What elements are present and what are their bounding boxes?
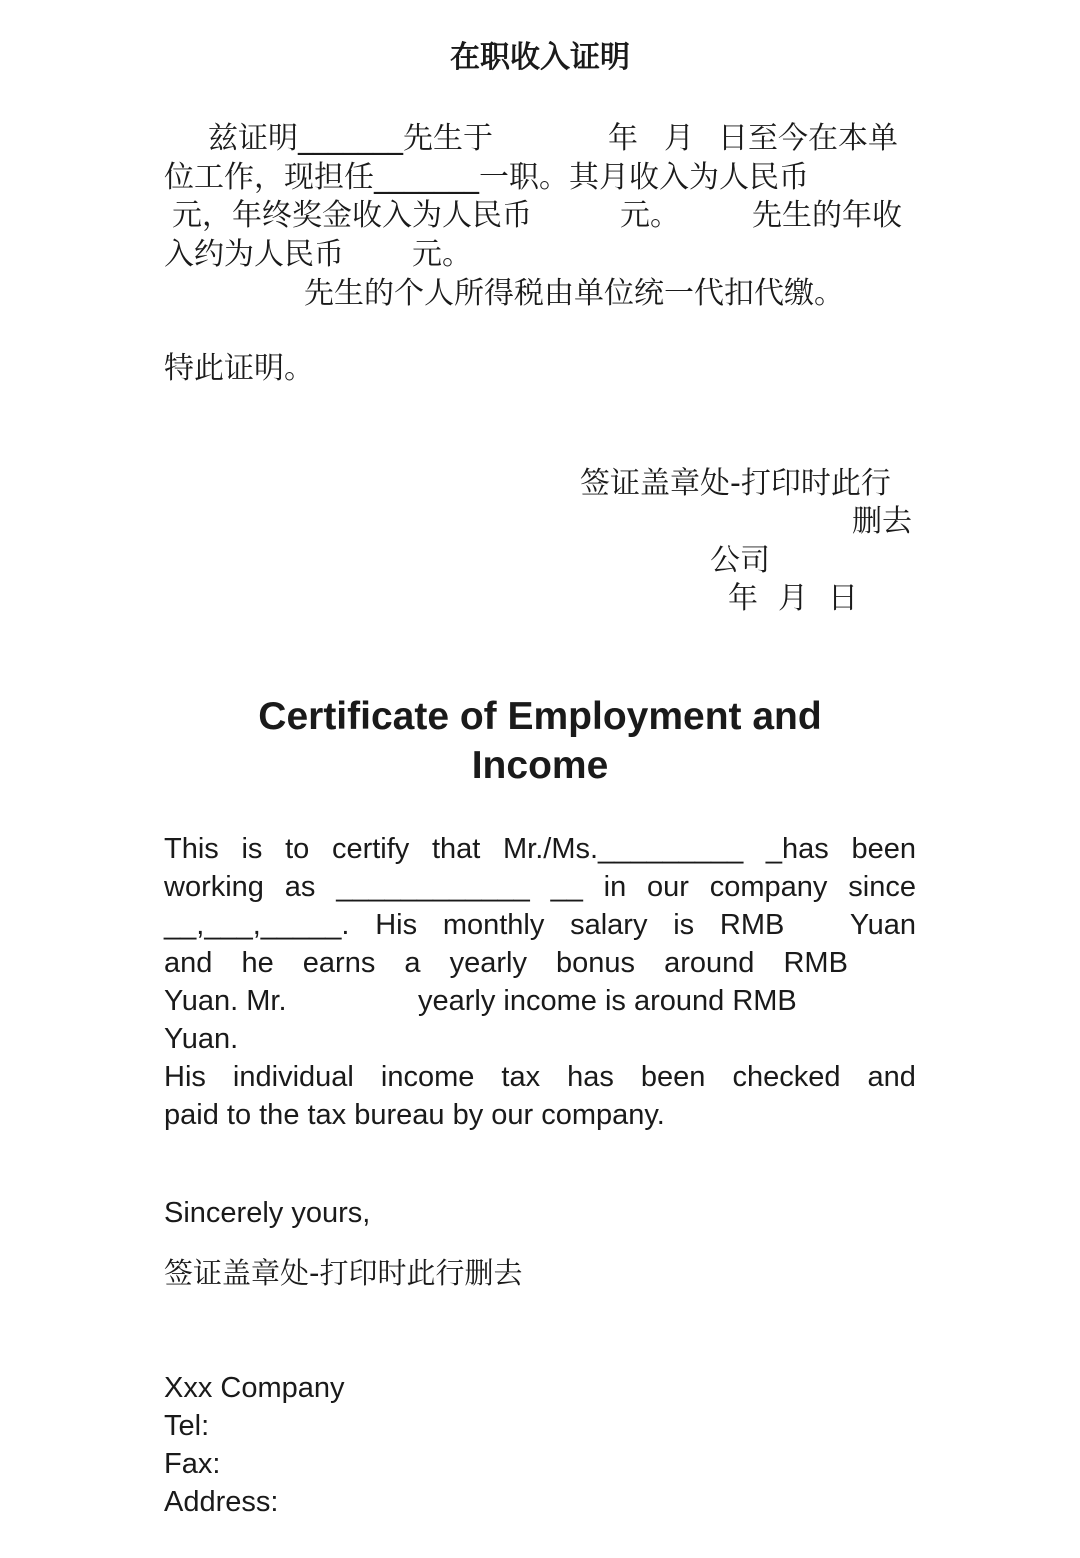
cn-body-text: 先生的年收 xyxy=(752,198,902,233)
en-title-line: Certificate of Employment and xyxy=(258,695,822,738)
en-title xyxy=(0,692,1080,790)
word: as xyxy=(284,871,316,903)
word: earns xyxy=(302,947,376,979)
cn-body-text: 入约为人民币 xyxy=(164,237,344,272)
en-body-line xyxy=(164,906,916,944)
word: RMB xyxy=(719,909,785,941)
en-body-text: yearly income is around RMB xyxy=(418,985,797,1017)
en-body-line xyxy=(164,944,848,982)
word: salary xyxy=(570,909,648,941)
en-sign-off: Sincerely yours, xyxy=(164,1197,371,1229)
word: is xyxy=(673,909,695,941)
word: __,___,_____. xyxy=(164,909,350,941)
word: a xyxy=(404,947,421,979)
word: individual xyxy=(232,1061,354,1093)
word: His xyxy=(164,1061,206,1093)
word: tax xyxy=(501,1061,541,1093)
en-company: Xxx Company xyxy=(164,1372,345,1404)
cn-body-text: 兹证明_______先生于 xyxy=(208,121,493,156)
word: in xyxy=(603,871,627,903)
word: certify xyxy=(331,833,410,865)
cn-body-text: 元。 xyxy=(412,237,472,272)
word: Mr./Ms._________ xyxy=(503,833,744,865)
word: _has xyxy=(765,833,829,865)
en-body-text: Yuan. xyxy=(164,1023,239,1055)
word: income xyxy=(380,1061,475,1093)
cn-date-day: 日 xyxy=(828,581,858,616)
word: checked xyxy=(732,1061,841,1093)
en-title-line: Income xyxy=(471,744,609,787)
en-body-line xyxy=(164,830,916,868)
cn-body-text: 日至今在本单 xyxy=(718,121,898,156)
word: Yuan xyxy=(810,909,916,941)
cn-body-text: 元。 xyxy=(620,198,680,233)
cn-company: 公司 xyxy=(710,543,770,578)
word: His xyxy=(375,909,418,941)
en-body-text: paid to the tax bureau by our company. xyxy=(164,1099,665,1131)
en-address: Address: xyxy=(164,1486,279,1518)
word: is xyxy=(241,833,263,865)
word: our xyxy=(647,871,689,903)
en-body-line xyxy=(164,868,916,906)
cn-body-text: 元，年终奖金收入为人民币 xyxy=(172,198,532,233)
cn-body-text: 月 xyxy=(664,121,694,156)
word: around xyxy=(664,947,755,979)
word: bonus xyxy=(556,947,636,979)
word: RMB xyxy=(783,947,848,979)
word: __ xyxy=(550,871,583,903)
word: been xyxy=(851,833,916,865)
word: monthly xyxy=(442,909,545,941)
cn-body-text: 位工作，现担任_______一职。其月收入为人民币 xyxy=(164,160,809,195)
word: company xyxy=(709,871,828,903)
en-stamp-note: 签证盖章处-打印时此行删去 xyxy=(164,1256,523,1290)
cn-date-year: 年 xyxy=(728,581,758,616)
cn-body-text: 年 xyxy=(608,121,638,156)
word: to xyxy=(285,833,310,865)
word: since xyxy=(848,871,916,903)
word: and xyxy=(164,947,213,979)
word: This xyxy=(164,833,219,865)
cn-body-text: 先生的个人所得税由单位统一代扣代缴。 xyxy=(304,276,844,311)
cn-date-month: 月 xyxy=(778,581,808,616)
cn-closing: 特此证明。 xyxy=(164,351,314,386)
word: he xyxy=(241,947,274,979)
cn-title: 在职收入证明 xyxy=(450,40,630,75)
word: that xyxy=(431,833,481,865)
word: ____________ xyxy=(336,871,530,903)
cn-stamp-note: 删去 xyxy=(852,504,912,539)
word: working xyxy=(164,871,264,903)
word: and xyxy=(867,1061,916,1093)
cn-stamp-note: 签证盖章处-打印时此行 xyxy=(580,466,891,501)
word: been xyxy=(640,1061,706,1093)
en-body-line xyxy=(164,1058,916,1096)
en-body-text: Yuan. Mr. xyxy=(164,985,287,1017)
word: has xyxy=(567,1061,614,1093)
en-fax: Fax: xyxy=(164,1448,221,1480)
en-tel: Tel: xyxy=(164,1410,210,1442)
word: yearly xyxy=(449,947,527,979)
